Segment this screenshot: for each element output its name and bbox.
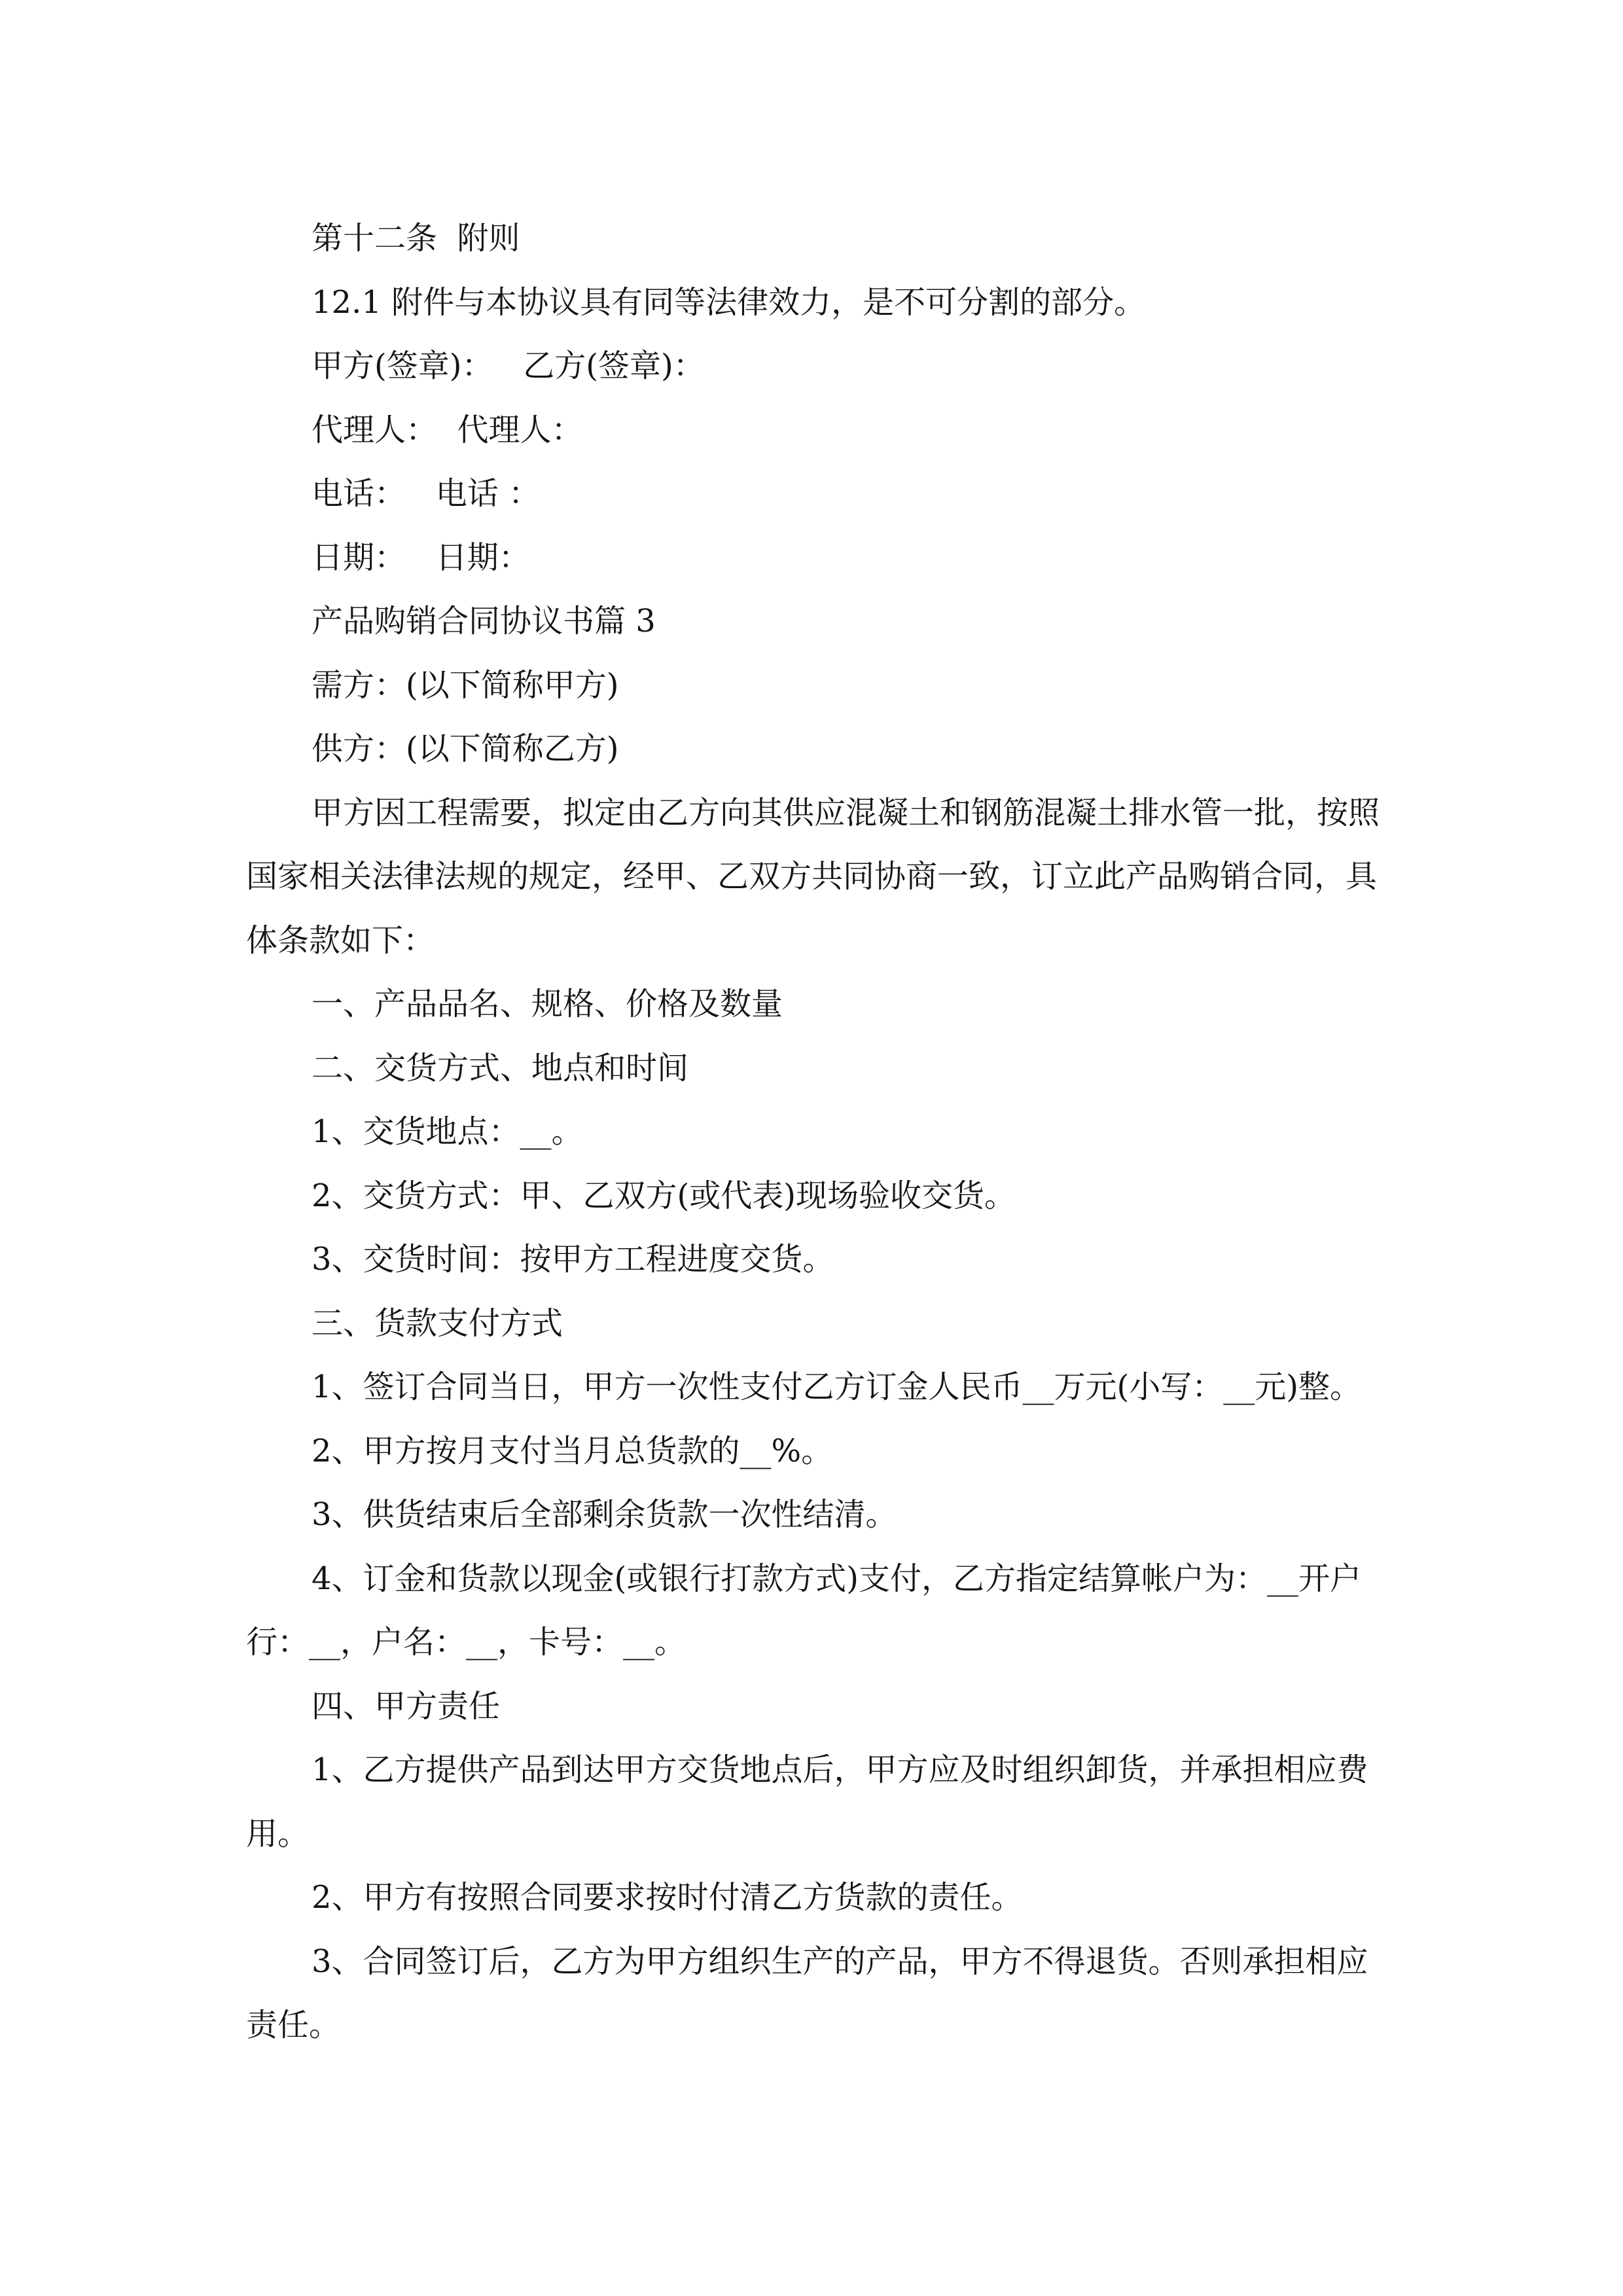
- clause-paragraph: 3、合同签订后，乙方为甲方组织生产的产品，甲方不得退货。否则承担相应责任。: [246, 1943, 1368, 2043]
- section-heading: 三、货款支付方式: [312, 1304, 563, 1342]
- signature-line: 甲方(签章)： 乙方(签章)：: [312, 348, 705, 384]
- article-heading: 第十二条 附则: [312, 220, 520, 257]
- section-heading: 四、甲方责任: [312, 1687, 501, 1725]
- section-heading: 一、产品品名、规格、价格及数量: [312, 986, 783, 1022]
- intro-paragraph: 甲方因工程需要，拟定由乙方向其供应混凝土和钢筋混凝土排水管一批，按照国家相关法律法规的规定，经甲、乙双方共同协商一致，订立此产品购销合同，具体条款如下：: [246, 794, 1380, 959]
- supplier-line: 供方：(以下简称乙方): [312, 730, 619, 767]
- agent-line: 代理人： 代理人：: [312, 411, 583, 448]
- section-heading: 二、交货方式、地点和时间: [312, 1049, 689, 1086]
- clause-paragraph: 12.1 附件与本协议具有同等法律效力，是不可分割的部分。: [312, 283, 1146, 321]
- clause-paragraph: 1、乙方提供产品到达甲方交货地点后，甲方应及时组织卸货，并承担相应费用。: [246, 1751, 1368, 1852]
- phone-line: 电话： 电话 ：: [312, 475, 541, 512]
- date-line: 日期： 日期：: [312, 539, 530, 576]
- clause-paragraph: 4、订金和货款以现金(或银行打款方式)支付，乙方指定结算帐户为：__开户行：__，户名：__，卡号：__。: [246, 1560, 1361, 1660]
- clause-paragraph: 1、交货地点：__。: [312, 1113, 583, 1150]
- document-body: [246, 207, 1391, 2058]
- clause-paragraph: 2、甲方有按照合同要求按时付清乙方货款的责任。: [312, 1879, 1023, 1916]
- clause-paragraph: 3、交货时间：按甲方工程进度交货。: [312, 1241, 834, 1278]
- clause-paragraph: 2、甲方按月支付当月总货款的__%。: [312, 1432, 833, 1469]
- clause-paragraph: 3、供货结束后全部剩余货款一次性结清。: [312, 1496, 897, 1533]
- clause-paragraph: 1、签订合同当日，甲方一次性支付乙方订金人民币__万元(小写：__元)整。: [312, 1369, 1361, 1405]
- clause-paragraph: 2、交货方式：甲、乙双方(或代表)现场验收交货。: [312, 1177, 1016, 1214]
- document-title: 产品购销合同协议书篇 3: [312, 603, 656, 639]
- buyer-line: 需方：(以下简称甲方): [312, 666, 619, 704]
